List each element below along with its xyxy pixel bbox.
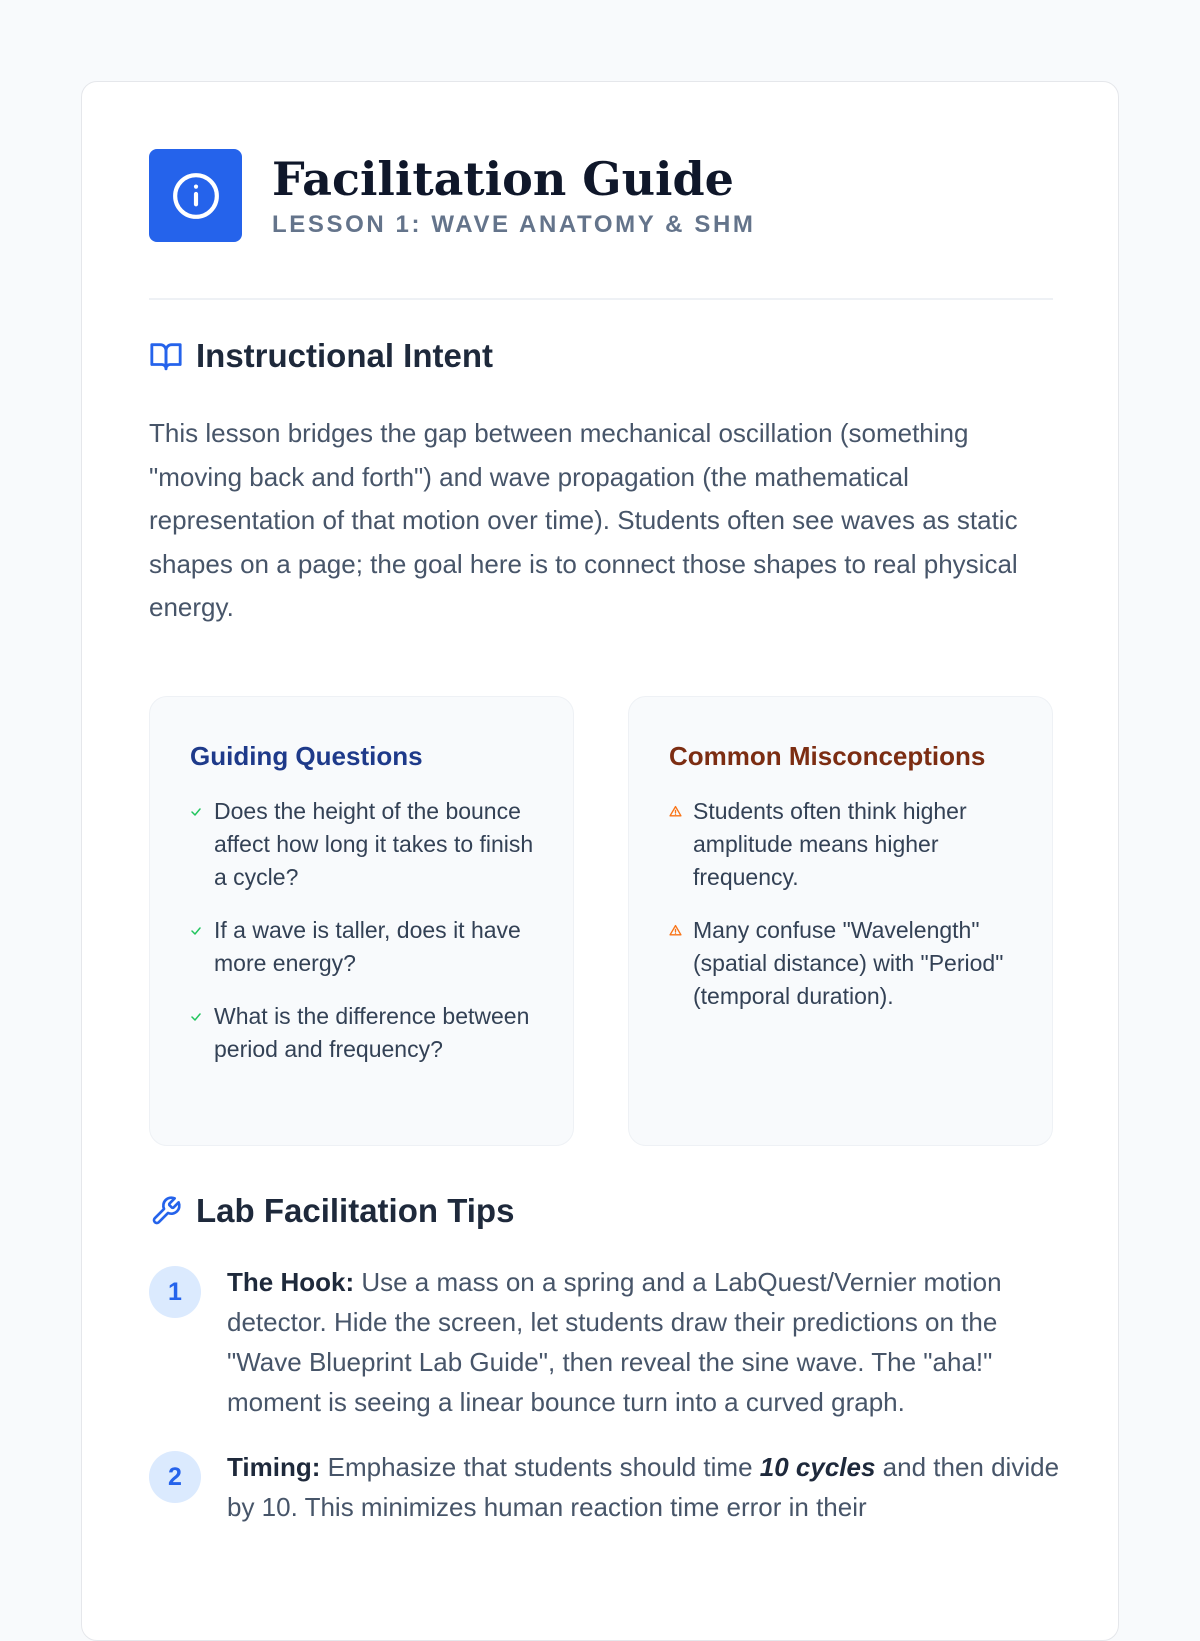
check-icon (190, 795, 214, 828)
warning-icon (669, 914, 693, 947)
guiding-questions-box (149, 696, 574, 1146)
question-text: What is the difference between period and frequency? (214, 1003, 530, 1062)
tip-text: Emphasize that students should time (320, 1452, 760, 1482)
list-item (669, 914, 1019, 1013)
tips-heading (149, 1192, 514, 1230)
tip-label: The Hook: (227, 1267, 355, 1297)
question-text: Does the height of the bounce affect how long it takes to finish a cycle? (214, 798, 534, 890)
step-number-badge: 1 (149, 1266, 201, 1318)
guide-header (149, 149, 1053, 300)
list-item (190, 914, 540, 980)
list-item (669, 795, 1019, 894)
tips-heading-label: Lab Facilitation Tips (196, 1192, 515, 1229)
warning-icon (669, 795, 693, 828)
page-subtitle: LESSON 1: WAVE ANATOMY & SHM (272, 211, 756, 238)
intent-body: This lesson bridges the gap between mechanical oscillation (something "moving back and forth") and wave propagation (the mathematical representation of that motion over time). Students often see waves as static shapes on a page; the goal here is to connect those shapes to real physical energy. (149, 418, 1018, 622)
question-text: If a wave is taller, does it have more energy? (214, 917, 521, 976)
tip-label: Timing: (227, 1452, 321, 1482)
misconception-text: Students often think higher amplitude means higher frequency. (693, 798, 967, 890)
book-open-icon (149, 339, 183, 373)
intent-heading-label: Instructional Intent (196, 337, 493, 374)
guiding-questions-title: Guiding Questions (190, 741, 423, 771)
tip-emphasis: 10 cycles (759, 1452, 876, 1482)
tips-list (149, 1262, 1069, 1552)
info-icon (149, 149, 242, 242)
misconceptions-box (628, 696, 1053, 1146)
list-item (190, 795, 540, 894)
guide-card (81, 81, 1119, 1641)
misconceptions-list (669, 795, 1019, 1033)
intent-heading (149, 337, 493, 375)
misconceptions-title: Common Misconceptions (669, 741, 986, 771)
page-title: Facilitation Guide (272, 152, 734, 206)
tip-text: Use a mass on a spring and a LabQuest/Vernier motion detector. Hide the screen, let students draw their predictions on the "Wave Blueprint Lab Guide", then reveal the sine wave. The "aha!" moment is seeing a linear bounce turn into a curved graph. (227, 1267, 1002, 1417)
list-item (190, 1000, 540, 1066)
check-icon (190, 914, 214, 947)
tip-text-continued: and then divide by 10. This minimizes human reaction time error in their (227, 1452, 1060, 1522)
check-icon (190, 1000, 214, 1033)
list-item (149, 1262, 1069, 1422)
misconception-text: Many confuse "Wavelength" (spatial distance) with "Period" (temporal duration). (693, 917, 1004, 1009)
guiding-questions-list (190, 795, 540, 1086)
step-number-badge: 2 (149, 1451, 201, 1503)
list-item (149, 1447, 1069, 1527)
wrench-icon (149, 1194, 183, 1228)
